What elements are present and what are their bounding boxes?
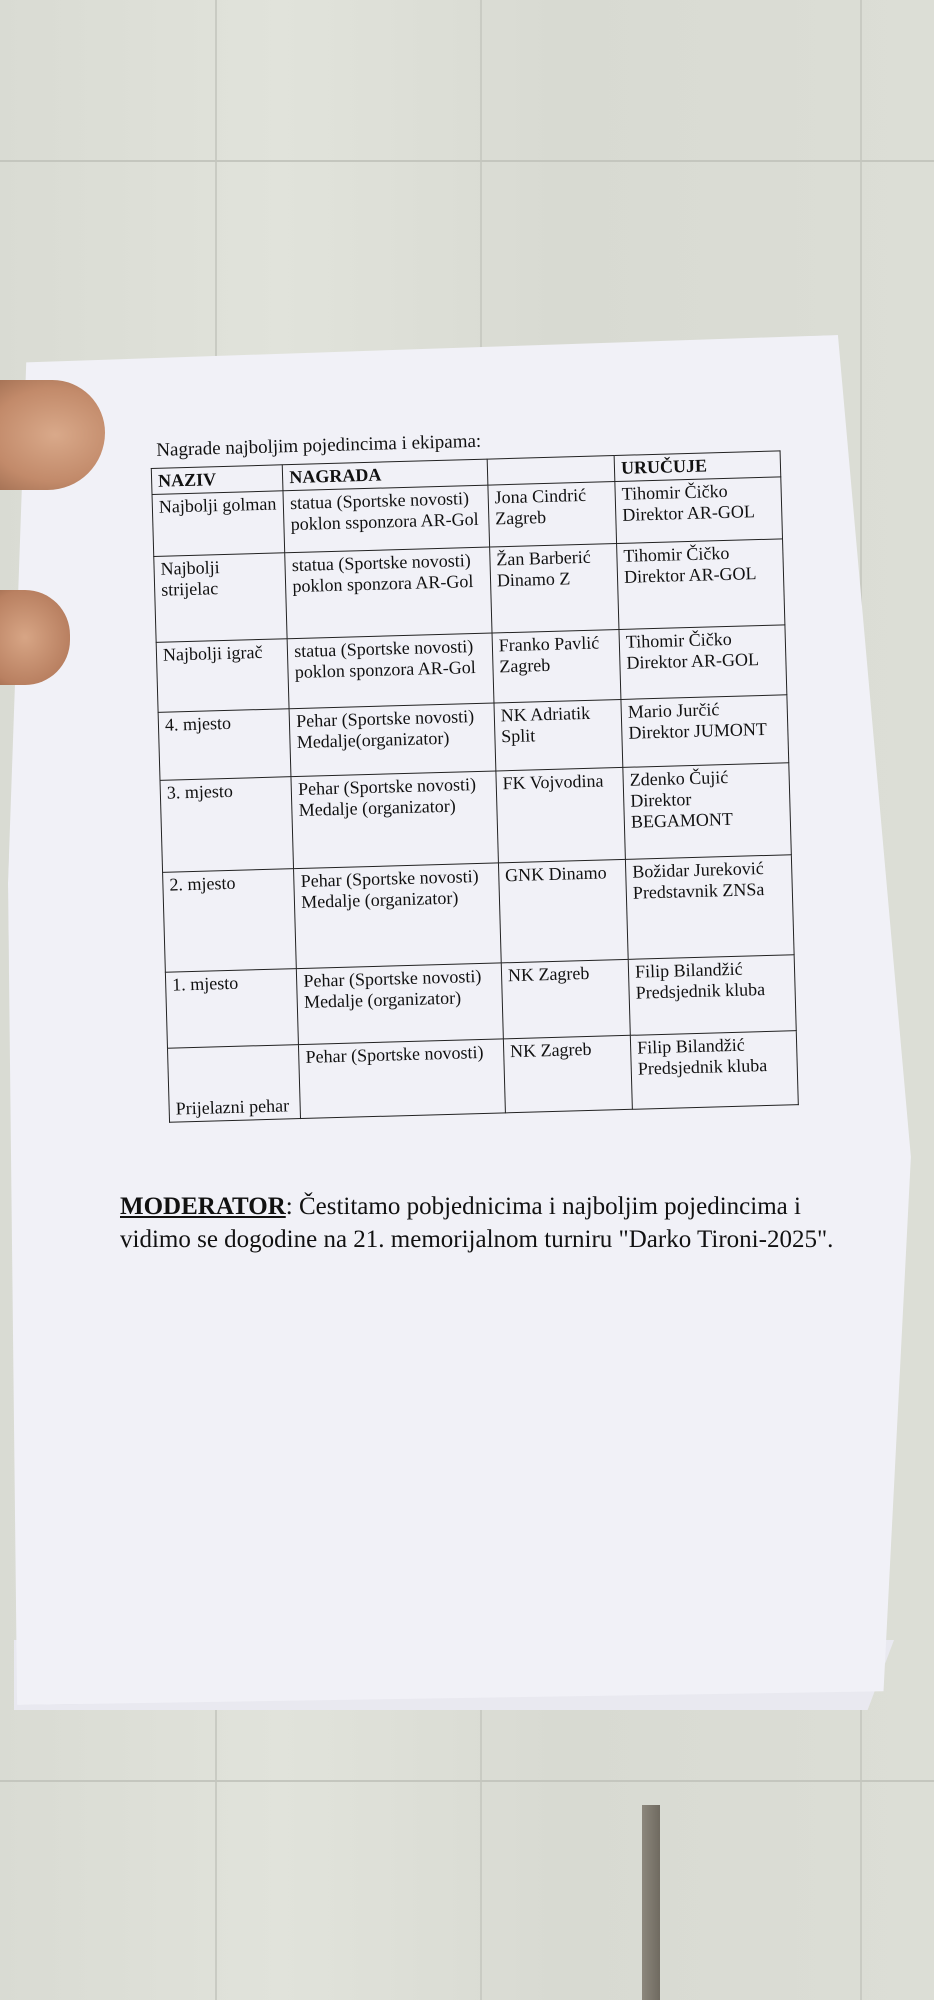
table-row	[163, 855, 795, 973]
column-header-nagrada: NAGRADA	[283, 459, 488, 491]
moderator-paragraph	[120, 1190, 860, 1256]
cell-nagrada: statua (Sportske novosti) poklon sponzora AR-Gol	[285, 547, 492, 639]
cell-urucuje: Filip Bilandžić Predsjednik kluba	[630, 1031, 798, 1110]
cell-naziv: 4. mjesto	[158, 709, 291, 781]
cell-urucuje: Božidar Jureković Predstavnik ZNSa	[625, 855, 794, 960]
metal-pole	[642, 1805, 660, 2000]
cell-naziv: Najbolji golman	[152, 491, 285, 557]
cell-nagrada: Pehar (Sportske novosti) Medalje (organizator)	[294, 863, 501, 969]
cell-nagrada: Pehar (Sportske novosti) Medalje(organizator)	[289, 703, 495, 777]
column-header-dobitnik	[487, 456, 615, 486]
cell-dobitnik: GNK Dinamo	[498, 859, 628, 963]
document-heading: Nagrade najboljim pojedincima i ekipama:	[155, 430, 482, 461]
document-content	[150, 422, 809, 1123]
cell-dobitnik: FK Vojvodina	[496, 767, 626, 863]
cell-nagrada: statua (Sportske novosti) poklon sponzora AR-Gol	[287, 633, 493, 709]
cell-urucuje: Filip Bilandžić Predsjednik kluba	[628, 955, 796, 1036]
cell-urucuje: Tihomir Čičko Direktor AR-GOL	[617, 539, 785, 630]
cell-urucuje: Tihomir Čičko Direktor AR-GOL	[615, 477, 783, 544]
cell-dobitnik: NK Zagreb	[503, 1035, 632, 1113]
column-header-urucuje: URUČUJE	[614, 451, 781, 482]
cell-nagrada: Pehar (Sportske novosti) Medalje (organizator)	[291, 771, 498, 869]
cell-naziv: 2. mjesto	[163, 869, 297, 973]
cell-nagrada: Pehar (Sportske novosti) Medalje (organizator)	[297, 963, 504, 1045]
cell-naziv: Prijelazni pehar	[167, 1045, 300, 1123]
cell-dobitnik: Žan Barberić Dinamo Z	[489, 544, 619, 634]
table-row	[160, 763, 791, 873]
cell-naziv: Najbolji strijelac	[154, 553, 288, 643]
moderator-text: : Čestitamo pobjednicima i najboljim pojedincima i vidimo se dogodine na 21. memorijalnom turniru "Darko Tironi-2025".	[120, 1193, 834, 1253]
column-header-naziv: NAZIV	[151, 465, 283, 495]
cell-dobitnik: Jona Cindrić Zagreb	[488, 482, 617, 548]
cell-naziv: Najbolji igrač	[156, 639, 289, 713]
wall-seam	[0, 160, 934, 162]
moderator-label: MODERATOR	[120, 1193, 286, 1220]
cell-dobitnik: NK Zagreb	[501, 959, 630, 1039]
wall-seam	[0, 1780, 934, 1782]
cell-dobitnik: Franko Pavlić Zagreb	[492, 629, 621, 703]
cell-urucuje: Mario Jurčić Direktor JUMONT	[621, 695, 789, 768]
awards-table	[151, 450, 799, 1122]
cell-nagrada: statua (Sportske novosti) poklon ssponzora AR-Gol	[283, 485, 489, 553]
cell-naziv: 3. mjesto	[160, 777, 294, 873]
cell-dobitnik: NK Adriatik Split	[494, 699, 623, 771]
cell-nagrada: Pehar (Sportske novosti)	[299, 1039, 506, 1119]
cell-naziv: 1. mjesto	[165, 969, 298, 1049]
cell-urucuje: Zdenko Čujić Direktor BEGAMONT	[623, 763, 791, 860]
cell-urucuje: Tihomir Čičko Direktor AR-GOL	[619, 625, 787, 700]
